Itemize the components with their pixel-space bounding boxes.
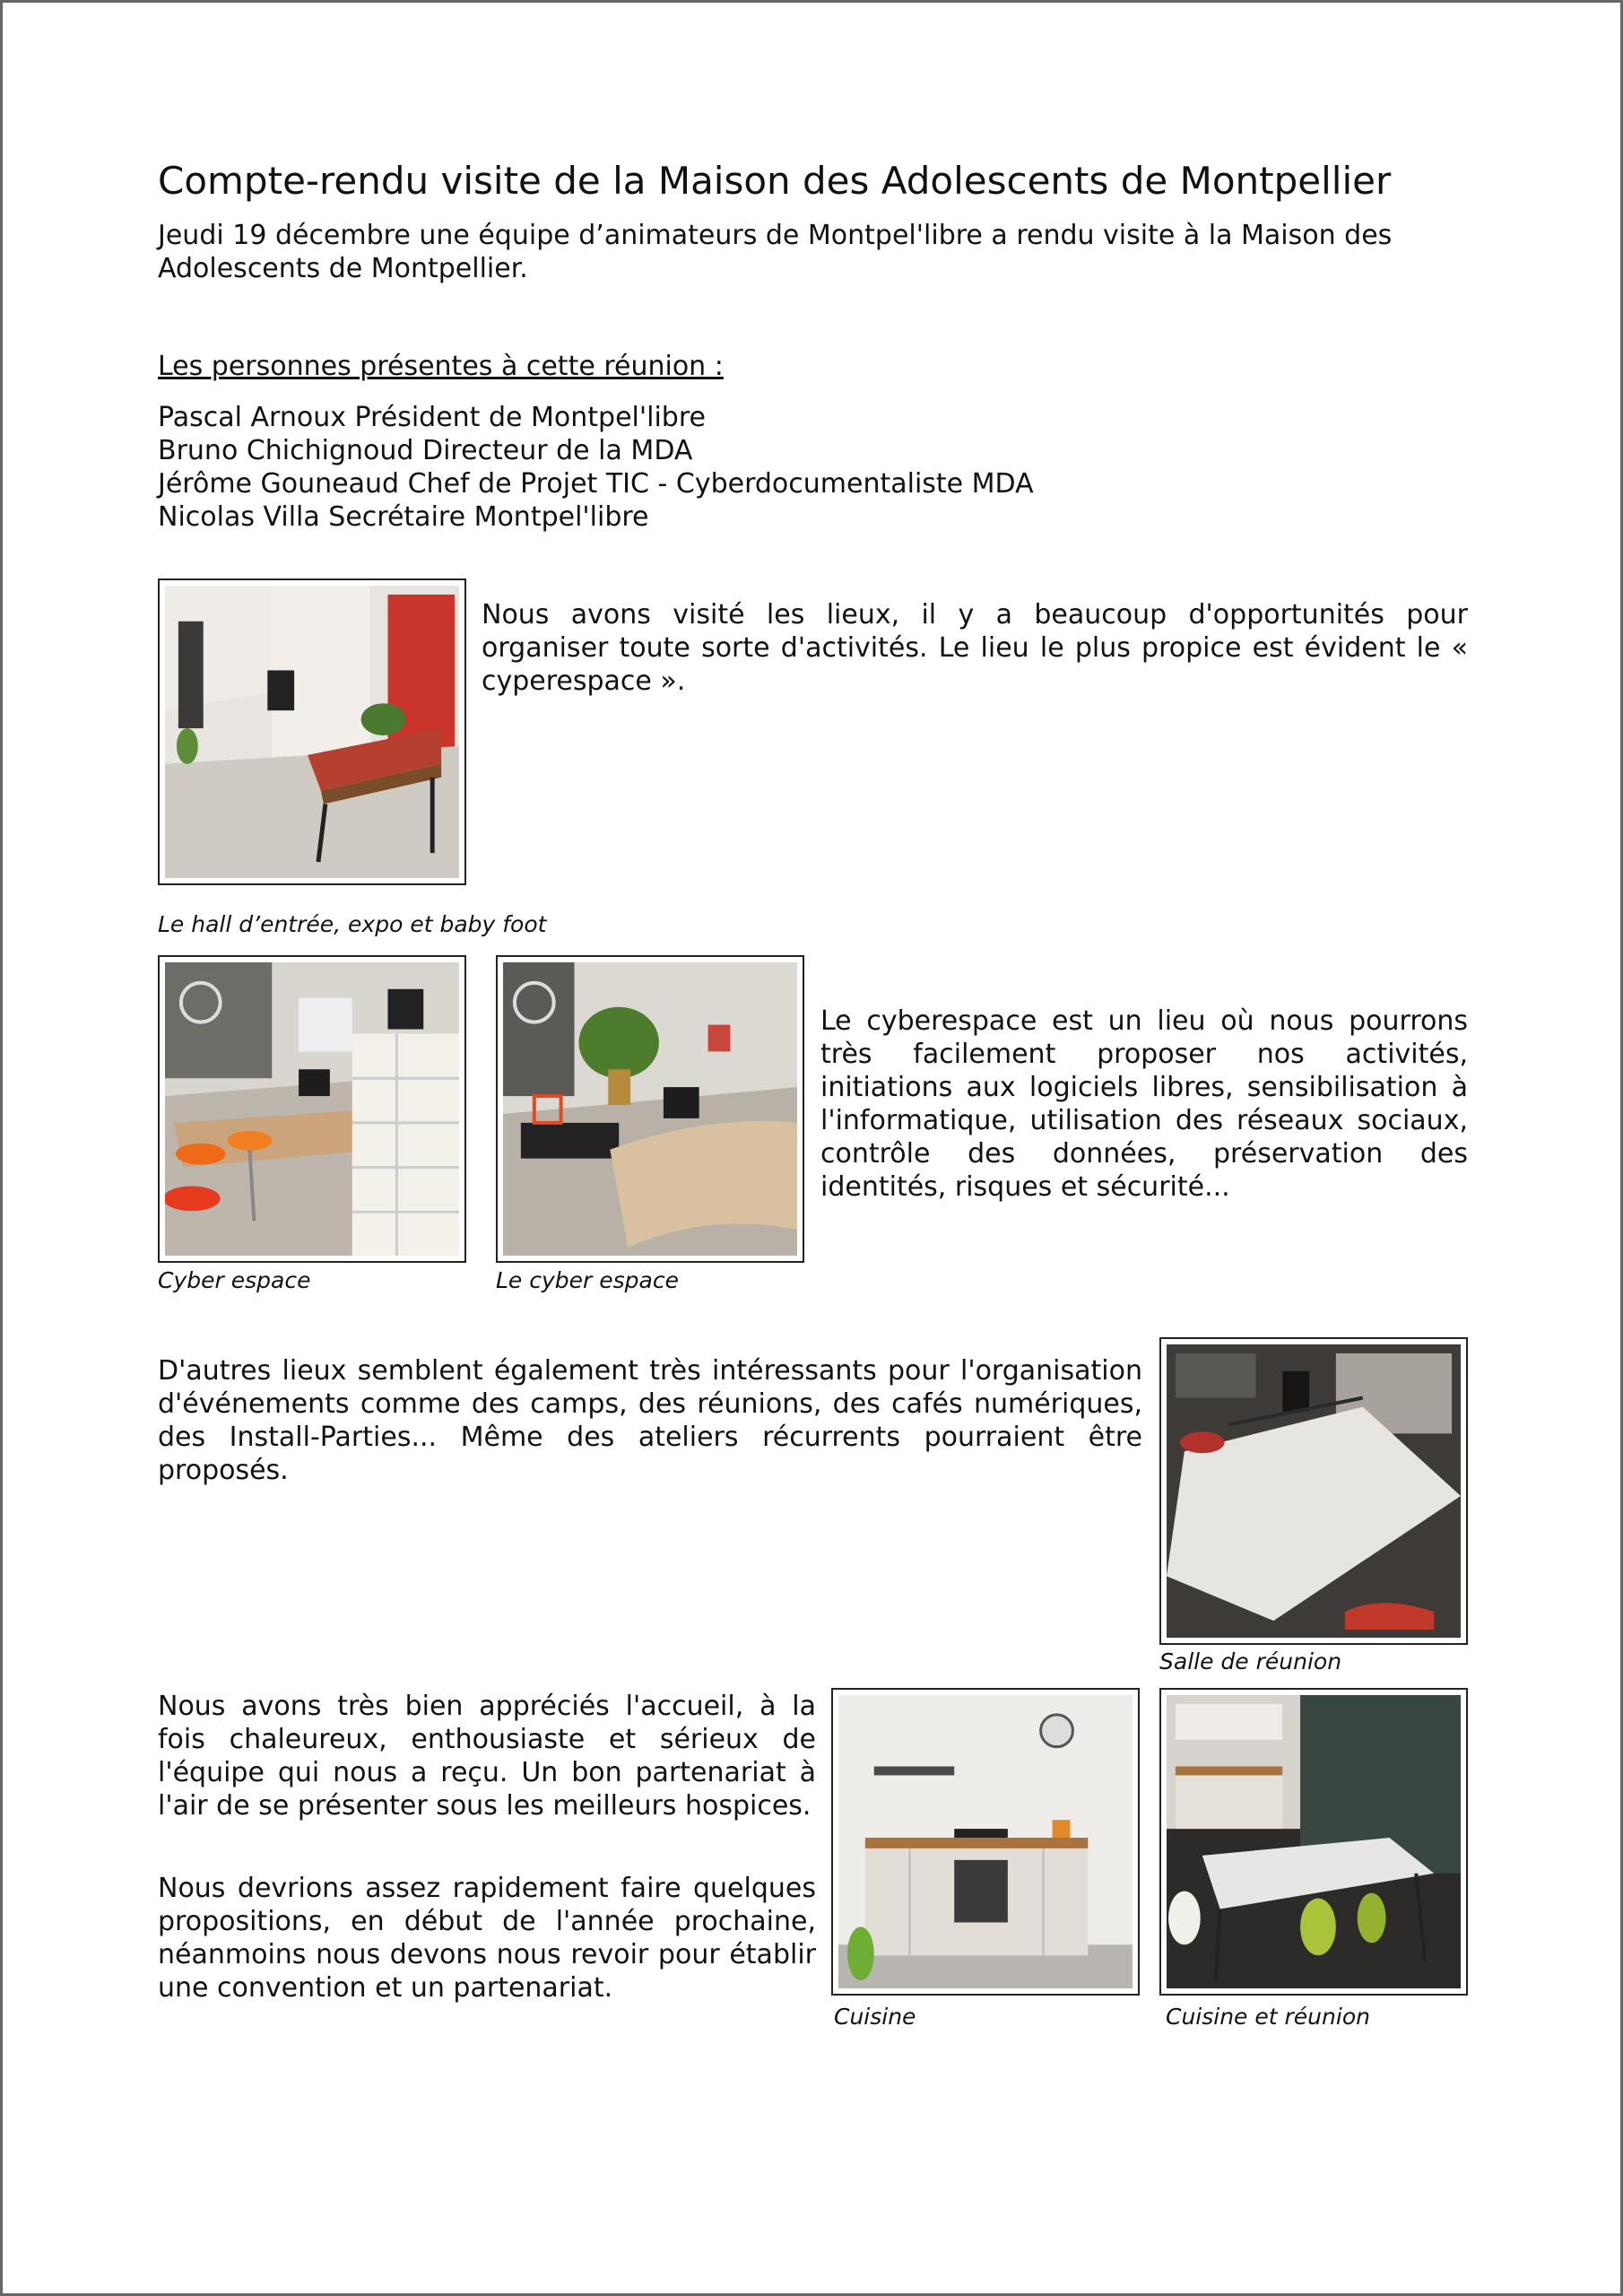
figure-caption: Cuisine [834,2004,916,2030]
cyber-space-photo-1 [158,955,466,1263]
meeting-room-photo [1159,1337,1468,1645]
figure-caption: Le cyber espace [496,1267,679,1293]
kitchen-image [838,1695,1133,1988]
figure-caption: Le hall d’entrée, expo et baby foot [158,911,547,937]
cyber-space-photo-2 [496,955,804,1263]
attendee-item: Bruno Chichignoud Directeur de la MDA [158,435,693,466]
paragraph-other-places: D'autres lieux semblent également très intéressants pour l'organisation d'événements comme des camps, des réunions, des cafés numériques, des Install-Parties... Même des ateliers récurrents pourraient être proposés. [158,1355,1142,1486]
intro-paragraph: Jeudi 19 décembre une équipe d’animateurs de Montpel'libre a rendu visite à la Maison des Adolescents de Montpellier. [158,220,1393,284]
attendees-heading: Les personnes présentes à cette réunion : [158,351,724,382]
attendees-list [158,401,1034,534]
kitchen-meeting-photo [1159,1688,1468,1996]
paragraph-cyberspace: Le cyberespace est un lieu où nous pourrons très facilement proposer nos activités, initiations aux logiciels libres, sensibilisation à l'informatique, utilisation des réseaux sociaux, contrôle des données, préservation des identités, risques et sécurité... [820,1005,1468,1203]
figure-caption: Cyber espace [158,1267,311,1293]
meeting-room-image [1167,1344,1461,1638]
paragraph-visit: Nous avons visité les lieux, il y a beaucoup d'opportunités pour organiser toute sorte d'activités. Le lieu le plus propice est évident le « cyperespace ». [482,599,1468,697]
cyber-space-image-1 [165,962,459,1256]
paragraph-welcome: Nous avons très bien appréciés l'accueil, à la fois chaleureux, enthousiaste et sérieux de l'équipe qui nous a reçu. Un bon partenariat à l'air de se présenter sous les meilleurs hospices. [158,1691,816,1822]
figure-caption: Salle de réunion [1159,1648,1342,1674]
kitchen-photo [831,1688,1140,1996]
attendee-item: Jérôme Gouneaud Chef de Projet TIC - Cyberdocumentaliste MDA [158,468,1034,500]
hall-photo [158,578,466,885]
paragraph-next-steps: Nous devrions assez rapidement faire quelques propositions, en début de l'année prochaine, néanmoins nous devons nous revoir pour établir une convention et un partenariat. [158,1873,816,2004]
hall-photo-image [165,586,459,878]
attendee-item: Nicolas Villa Secrétaire Montpel'libre [158,501,649,533]
cyber-space-image-2 [503,962,797,1256]
attendee-item: Pascal Arnoux Président de Montpel'libre [158,402,706,433]
page-title: Compte-rendu visite de la Maison des Adolescents de Montpellier [158,159,1392,203]
kitchen-meeting-image [1167,1695,1461,1988]
figure-caption: Cuisine et réunion [1166,2004,1370,2030]
